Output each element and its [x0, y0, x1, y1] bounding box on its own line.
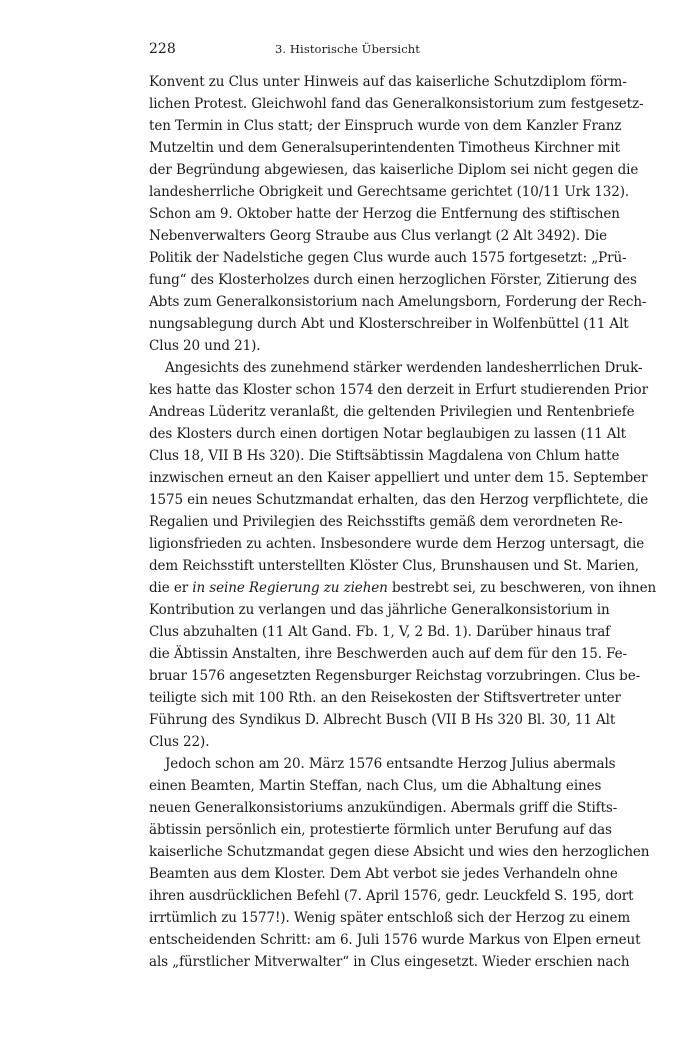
text-line: bruar 1576 angesetzten Regensburger Reichstag vorzubringen. Clus be- — [149, 668, 641, 684]
text-line: Konvent zu Clus unter Hinweis auf das kaiserliche Schutzdiplom förm- — [149, 74, 627, 90]
text-line: des Klosters durch einen dortigen Notar beglaubigen zu lassen (11 Alt — [149, 426, 626, 442]
text-line: Angesichts des zunehmend stärker werdenden landesherrlichen Druk- — [165, 360, 643, 376]
text-line: lichen Protest. Gleichwohl fand das Generalkonsistorium zum festgesetz- — [149, 96, 644, 112]
text-line: irrtümlich zu 1577!). Wenig später entschloß sich der Herzog zu einem — [149, 910, 631, 926]
text-line: Clus 20 und 21). — [149, 338, 261, 354]
text-line: Kontribution zu verlangen und das jährliche Generalkonsistorium in — [149, 602, 610, 618]
text-line: Clus 18, VII B Hs 320). Die Stiftsäbtissin Magdalena von Chlum hatte — [149, 448, 620, 464]
text-line: Mutzeltin und dem Generalsuperintendenten Timotheus Kirchner mit — [149, 140, 620, 156]
text-line: entscheidenden Schritt: am 6. Juli 1576 wurde Markus von Elpen erneut — [149, 932, 641, 948]
text-line: dem Reichsstift unterstellten Klöster Clus, Brunshausen und St. Marien, — [149, 558, 639, 574]
paragraph — [149, 71, 647, 357]
body-text — [149, 71, 657, 973]
italic-quote: in seine Regierung zu ziehen — [192, 580, 388, 596]
text-line: Führung des Syndikus D. Albrecht Busch (VII B Hs 320 Bl. 30, 11 Alt — [149, 712, 616, 728]
text-line: ligionsfrieden zu achten. Insbesondere wurde dem Herzog untersagt, die — [149, 536, 645, 552]
text-line: Abts zum Generalkonsistorium nach Amelungsborn, Forderung der Rech- — [149, 294, 647, 310]
text-line: Schon am 9. Oktober hatte der Herzog die Entfernung des stiftischen — [149, 206, 620, 222]
text-line: der Begründung abgewiesen, das kaiserliche Diplom sei nicht gegen die — [149, 162, 639, 178]
text-line: neuen Generalkonsistoriums anzukündigen. Abermals griff die Stifts- — [149, 800, 618, 816]
text-line: Beamten aus dem Kloster. Dem Abt verbot sie jedes Verhandeln ohne — [149, 866, 618, 882]
text-line: nungsablegung durch Abt und Klosterschreiber in Wolfenbüttel (11 Alt — [149, 316, 629, 332]
text-line: die Äbtissin Anstalten, ihre Beschwerden auch auf dem für den 15. Fe- — [149, 646, 627, 662]
chapter-title: 3. Historische Übersicht — [275, 42, 420, 56]
running-head — [149, 41, 546, 61]
text-line: äbtissin persönlich ein, protestierte förmlich unter Berufung auf das — [149, 822, 612, 838]
text-line: als „fürstlicher Mitverwalter“ in Clus eingesetzt. Wieder erschien nach — [149, 954, 630, 970]
text-line: Jedoch schon am 20. März 1576 entsandte Herzog Julius abermals — [165, 756, 616, 772]
text-line: Clus abzuhalten (11 Alt Gand. Fb. 1, V, 2 Bd. 1). Darüber hinaus traf — [149, 624, 611, 640]
text-line: 1575 ein neues Schutzmandat erhalten, das den Herzog verpflichtete, die — [149, 492, 649, 508]
text-line: landesherrliche Obrigkeit und Gerechtsame gerichtet (10/11 Urk 132). — [149, 184, 630, 200]
text-line: inzwischen erneut an den Kaiser appelliert und unter dem 15. September — [149, 470, 648, 486]
text-line: Politik der Nadelstiche gegen Clus wurde auch 1575 fortgesetzt: „Prü- — [149, 250, 627, 266]
text-line: ten Termin in Clus statt; der Einspruch wurde von dem Kanzler Franz — [149, 118, 622, 134]
text-line: kes hatte das Kloster schon 1574 den derzeit in Erfurt studierenden Prior — [149, 382, 648, 398]
paragraph — [149, 357, 657, 753]
paragraph — [149, 753, 650, 973]
text-line: die er in seine Regierung zu ziehen bestrebt sei, zu beschweren, von ihnen — [149, 580, 657, 596]
page-number: 228 — [149, 41, 176, 57]
text-line: fung“ des Klosterholzes durch einen herzoglichen Förster, Zitierung des — [149, 272, 637, 288]
text-line: einen Beamten, Martin Steffan, nach Clus, um die Abhaltung eines — [149, 778, 602, 794]
text-line: Nebenverwalters Georg Straube aus Clus verlangt (2 Alt 3492). Die — [149, 228, 608, 244]
text-line: ihren ausdrücklichen Befehl (7. April 1576, gedr. Leuckfeld S. 195, dort — [149, 888, 634, 904]
text-line: Andreas Lüderitz veranlaßt, die geltenden Privilegien und Rentenbriefe — [149, 404, 635, 420]
text-line: Clus 22). — [149, 734, 210, 750]
text-line: kaiserliche Schutzmandat gegen diese Absicht und wies den herzoglichen — [149, 844, 650, 860]
text-line: teiligte sich mit 100 Rth. an den Reisekosten der Stiftsvertreter unter — [149, 690, 621, 706]
text-line: Regalien und Privilegien des Reichsstifts gemäß dem verordneten Re- — [149, 514, 623, 530]
